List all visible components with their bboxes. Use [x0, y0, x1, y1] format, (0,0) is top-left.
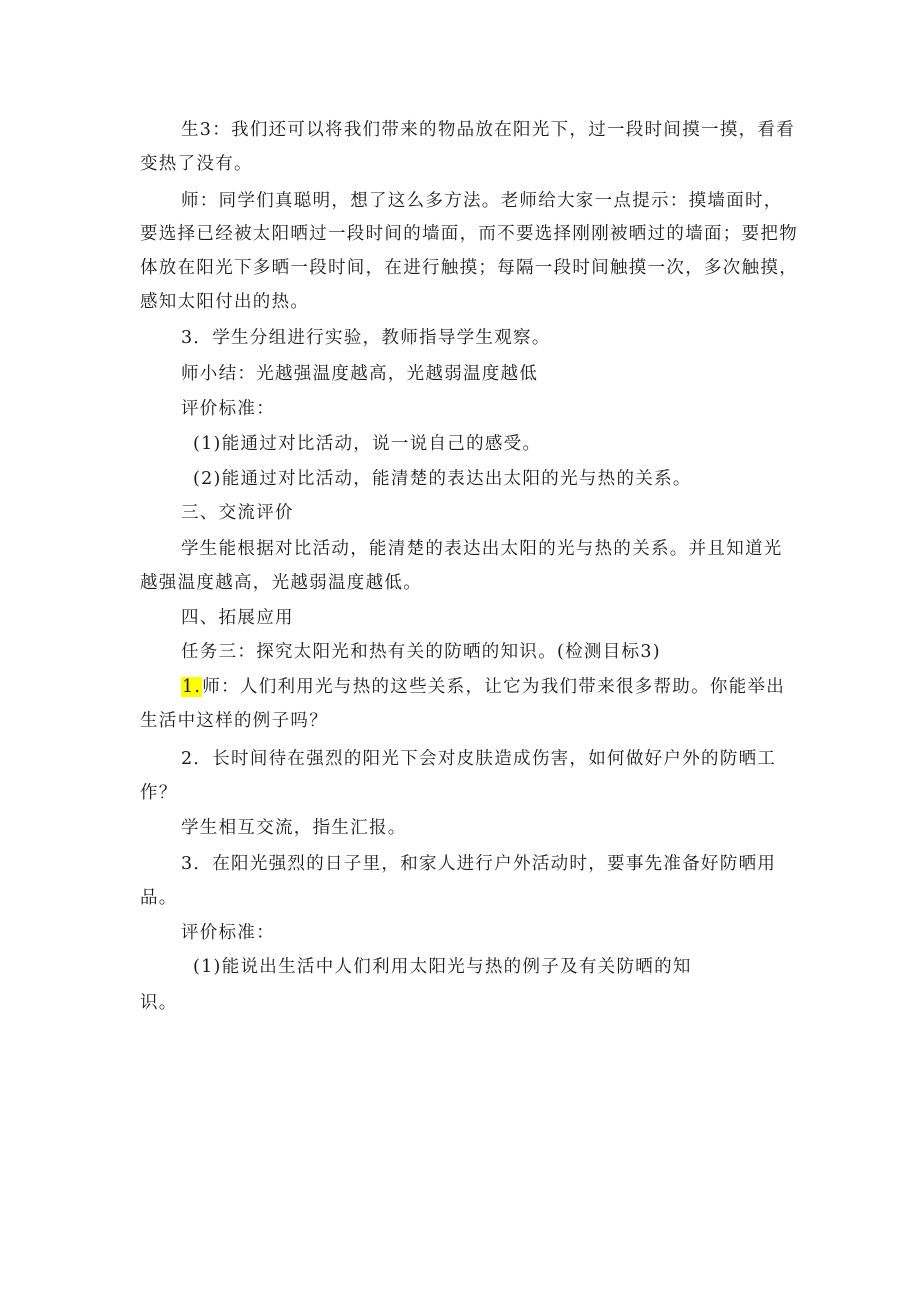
task-heading: 任务三：探究太阳光和热有关的防晒的知识。(检测目标3) — [181, 642, 661, 662]
numbered-step: 3．在阳光强烈的日子里，和家人进行户外活动时，要事先准备好防晒用 — [181, 854, 777, 874]
teacher-summary: 师小结：光越强温度越高，光越弱温度越低 — [181, 364, 539, 384]
paragraph-line: 越强温度越高，光越弱温度越低。 — [140, 573, 422, 593]
section-heading: 三、交流评价 — [181, 503, 294, 523]
paragraph-line: 变热了没有。 — [140, 154, 253, 174]
paragraph-line: 作？ — [140, 783, 178, 803]
numbered-step: 3．学生分组进行实验，教师指导学生观察。 — [181, 328, 551, 348]
paragraph-line: 生3：我们还可以将我们带来的物品放在阳光下，过一段时间摸一摸，看看 — [181, 120, 796, 140]
criteria-heading: 评价标准： — [181, 923, 275, 943]
paragraph-line: 识。 — [140, 993, 178, 1013]
step-text: 师：人们利用光与热的这些关系，让它为我们带来很多帮助。你能举出 — [202, 677, 786, 697]
paragraph-line: 体放在阳光下多晒一段时间，在进行触摸；每隔一段时间触摸一次，多次触摸， — [140, 258, 798, 278]
highlighted-number: 1. — [182, 677, 202, 697]
criteria-item: (1)能说出生活中人们利用太阳光与热的例子及有关防晒的知 — [193, 957, 692, 977]
section-heading: 四、拓展应用 — [181, 608, 294, 628]
paragraph-line: 学生相互交流，指生汇报。 — [181, 818, 407, 838]
paragraph-line: 感知太阳付出的热。 — [140, 292, 310, 312]
criteria-item: (2)能通过对比活动，能清楚的表达出太阳的光与热的关系。 — [193, 469, 692, 489]
paragraph-line: 师：同学们真聪明，想了这么多方法。老师给大家一点提示：摸墙面时， — [181, 191, 783, 211]
criteria-item: (1)能通过对比活动，说一说自己的感受。 — [193, 434, 542, 454]
paragraph-line: 要选择已经被太阳晒过一段时间的墙面，而不要选择刚刚被晒过的墙面；要把物 — [140, 224, 798, 244]
numbered-step — [181, 675, 785, 699]
paragraph-line: 学生能根据对比活动，能清楚的表达出太阳的光与热的关系。并且知道光 — [181, 539, 783, 559]
paragraph-line: 生活中这样的例子吗？ — [140, 711, 328, 731]
criteria-heading: 评价标准： — [181, 399, 275, 419]
paragraph-line: 品。 — [140, 888, 178, 908]
numbered-step: 2．长时间待在强烈的阳光下会对皮肤造成伤害，如何做好户外的防晒工 — [181, 749, 777, 769]
